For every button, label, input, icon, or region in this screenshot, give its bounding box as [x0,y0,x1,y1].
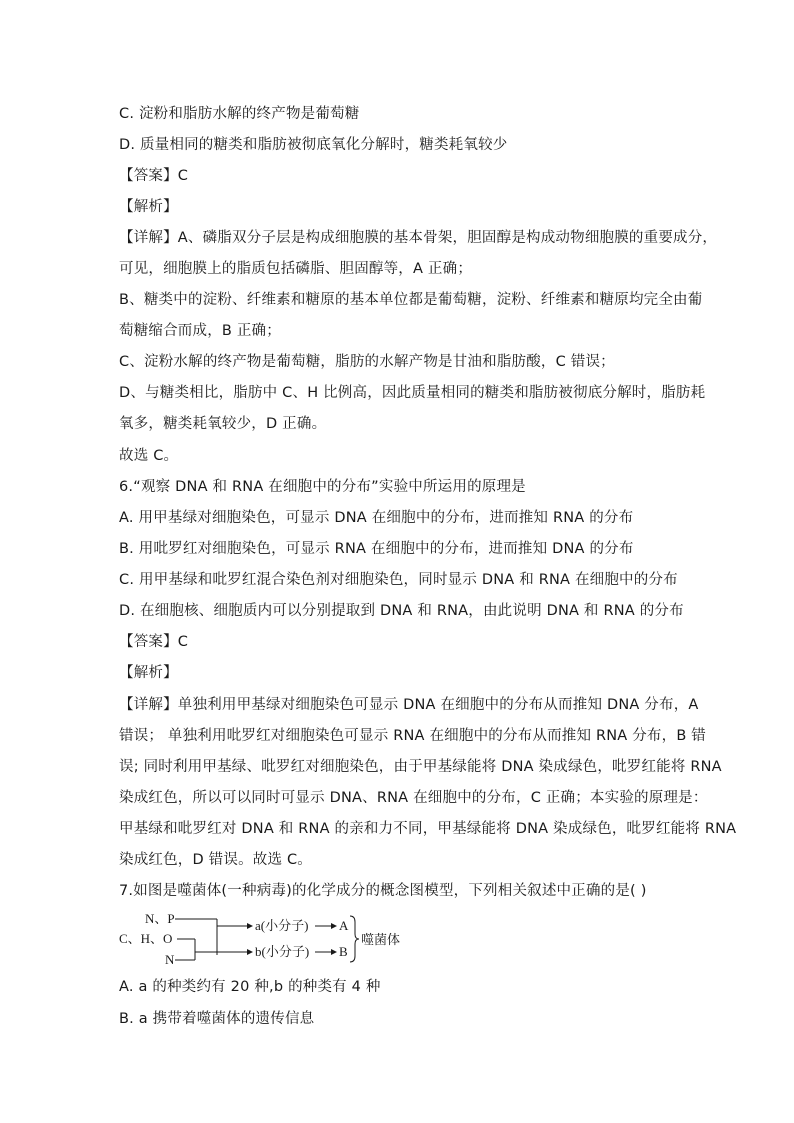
detail-line: D、与糖类相比，脂肪中 C、H 比例高，因此质量相同的糖类和脂肪被彻底分解时，脂肪耗 [119,385,706,401]
question-6-option-c: C. 用甲基绿和吡罗红混合染色剂对细胞染色，同时显示 DNA 和 RNA 在细胞中的分布 [119,572,678,588]
n-label: N [165,952,175,967]
detail-line: 误; 同时利用甲基绿、吡罗红对细胞染色，由于甲基绿能将 DNA 染成绿色，吡罗红能将 RNA [119,759,722,775]
arrow-head-icon [247,949,253,955]
arrow-head-icon [331,923,337,929]
detail-line: B、糖类中的淀粉、纤维素和糖原的基本单位都是葡萄糖，淀粉、纤维素和糖原均完全由葡 [119,292,703,308]
question-7-option-a: A. a 的种类约有 20 种,b 的种类有 4 种 [119,979,381,995]
option-c-line: C. 淀粉和脂肪水解的终产物是葡萄糖 [119,106,360,122]
option-d-line: D. 质量相同的糖类和脂肪被彻底氧化分解时，糖类耗氧较少 [119,137,508,153]
detail-line: 【详解】A、磷脂双分子层是构成细胞膜的基本骨架，胆固醇是构成动物细胞膜的重要成分， [119,230,718,246]
conclusion-line: 故选 C。 [119,448,179,464]
a-small-molecule-label: a(小分子) [255,918,309,933]
answer-label: 【答案】C [119,168,189,184]
brace-icon [350,916,359,962]
detail-line: 【详解】单独利用甲基绿对细胞染色可显示 DNA 在细胞中的分布从而推知 DNA 分布，A [119,697,699,713]
phage-label: 噬菌体 [361,932,401,947]
analysis-label: 【解析】 [119,199,178,215]
question-7-title: 7.如图是噬菌体(一种病毒)的化学成分的概念图模型，下列相关叙述中正确的是( ) [119,883,647,899]
arrow-head-icon [331,949,337,955]
macromolecule-b-label: B [339,944,348,959]
arrow-head-icon [247,923,253,929]
question-6-title: 6.“观察 DNA 和 RNA 在细胞中的分布”实验中所运用的原理是 [119,479,526,495]
c-h-o-label: C、H、O [119,931,173,946]
question-6-option-d: D. 在细胞核、细胞质内可以分别提取到 DNA 和 RNA，由此说明 DNA 和 RNA 的分布 [119,603,684,619]
question-7-option-b: B. a 携带着噬菌体的遗传信息 [119,1011,315,1027]
question-6-option-a: A. 用甲基绿对细胞染色，可显示 DNA 在细胞中的分布，进而推知 RNA 的分布 [119,510,634,526]
answer-label: 【答案】C [119,634,189,650]
detail-line: 染成红色，D 错误。故选 C。 [119,852,313,868]
n-p-label: N、P [145,911,175,926]
detail-line: 可见，细胞膜上的脂质包括磷脂、胆固醇等，A 正确； [119,261,473,277]
question-6-option-b: B. 用吡罗红对细胞染色，可显示 RNA 在细胞中的分布，进而推知 DNA 的分布 [119,541,634,557]
detail-line: 氧多，糖类耗氧较少，D 正确。 [119,416,327,432]
analysis-label: 【解析】 [119,665,178,681]
phage-concept-diagram [119,908,419,970]
macromolecule-a-label: A [339,918,349,933]
b-small-molecule-label: b(小分子) [255,944,310,959]
detail-line: 萄糖缩合而成，B 正确； [119,323,281,339]
detail-line: 染成红色，所以可以同时可显示 DNA、RNA 在细胞中的分布，C 正确；本实验的原理是： [119,790,708,806]
detail-line: 甲基绿和吡罗红对 DNA 和 RNA 的亲和力不同，甲基绿能将 DNA 染成绿色，吡罗红能将 RNA [119,821,737,837]
detail-line: C、淀粉水解的终产物是葡萄糖，脂肪的水解产物是甘油和脂肪酸，C 错误； [119,354,615,370]
detail-line: 错误； 单独利用吡罗红对细胞染色可显示 RNA 在细胞中的分布从而推知 RNA 分布，B 错 [119,728,706,744]
